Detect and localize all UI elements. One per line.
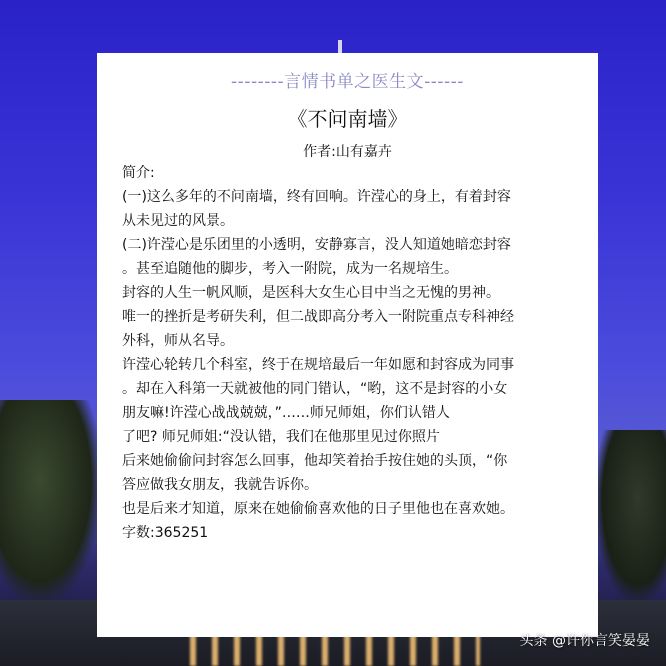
synopsis-line: 了吧? 师兄师姐:“没认错，我们在他那里见过你照片	[122, 429, 440, 445]
trees-right	[596, 430, 666, 600]
synopsis-line: 也是后来才知道，原来在她偷偷喜欢他的日子里他也在喜欢她。	[122, 501, 514, 517]
synopsis-line: 许滢心轮转几个科室，终于在规培最后一年如愿和封容成为同事	[122, 357, 514, 373]
book-author: 作者:山有嘉卉	[303, 144, 392, 160]
synopsis-line: 唯一的挫折是考研失利，但二战即高分考入一附院重点专科神经	[122, 309, 514, 325]
list-header: --------言情书单之医生文------	[231, 72, 464, 92]
synopsis	[122, 161, 587, 545]
trees-left	[0, 400, 100, 600]
synopsis-line: 从未见过的风景。	[122, 213, 234, 229]
synopsis-line: 答应做我女朋友，我就告诉你。	[122, 477, 318, 493]
tower-silhouette	[338, 40, 342, 54]
book-title: 《不问南墙》	[287, 107, 408, 131]
synopsis-line: 朋友嘛!许滢心战战兢兢，”……师兄师姐，你们认错人	[122, 405, 450, 421]
book-card	[97, 53, 598, 637]
synopsis-line: (二)许滢心是乐团里的小透明，安静寡言，没人知道她暗恋封容	[122, 237, 511, 253]
synopsis-line: (一)这么多年的不问南墙，终有回响。许滢心的身上，有着封容	[122, 189, 511, 205]
synopsis-line: 封容的人生一帆风顺，是医科大女生心目中当之无愧的男神。	[122, 285, 500, 301]
synopsis-line: 简介:	[122, 165, 155, 181]
word-count: 字数:365251	[122, 525, 209, 541]
watermark: 头条 @许你言笑晏晏	[519, 633, 650, 649]
synopsis-line: 。却在入科第一天就被他的同门错认，“哟，这不是封容的小女	[122, 381, 508, 397]
synopsis-line: 外科，师从名导。	[122, 333, 234, 349]
synopsis-line: 。甚至追随他的脚步，考入一附院，成为一名规培生。	[122, 261, 458, 277]
synopsis-line: 后来她偷偷问封容怎么回事，他却笑着抬手按住她的头顶，“你	[122, 453, 508, 469]
